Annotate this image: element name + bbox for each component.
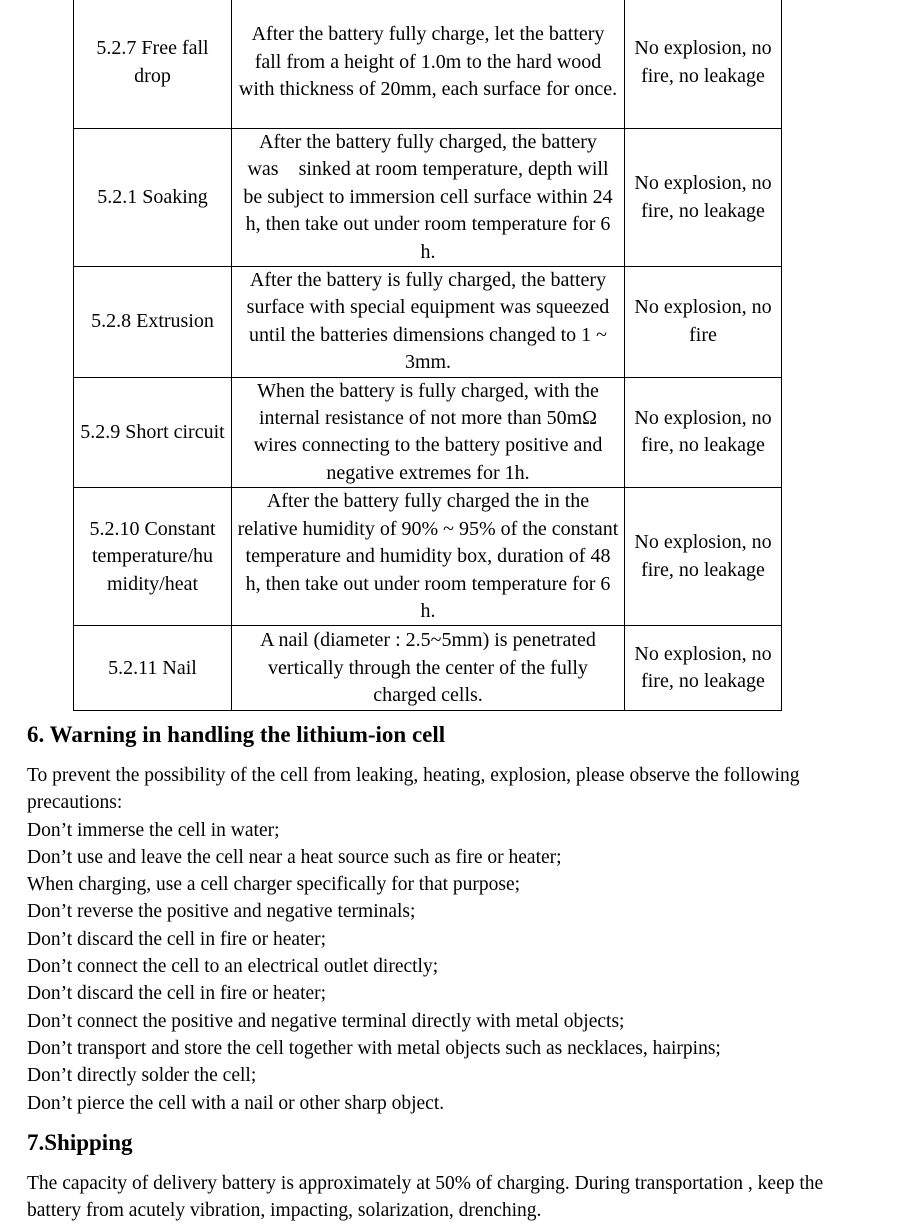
- test-item-cell: 5.2.1 Soaking: [74, 129, 232, 267]
- warning-item: When charging, use a cell charger specifically for that purpose;: [27, 874, 521, 896]
- table-row: [74, 267, 782, 378]
- warning-item: Don’t transport and store the cell together with metal objects such as necklaces, hairpins;: [27, 1037, 721, 1059]
- test-item-cell: 5.2.10 Constant temperature/hu midity/heat: [74, 488, 232, 626]
- test-method-cell: After the battery fully charged the in the relative humidity of 90% ~ 95% of the constant temperature and humidity box, duration of 48 h, then take out under room temperature for 6 h.: [232, 488, 625, 626]
- table-row: [74, 488, 782, 626]
- warning-item: Don’t directly solder the cell;: [27, 1065, 257, 1087]
- test-method-cell: A nail (diameter : 2.5~5mm) is penetrated vertically through the center of the fully charged cells.: [232, 626, 625, 711]
- warning-intro: To prevent the possibility of the cell from leaking, heating, explosion, please observe the following precautions:: [27, 765, 800, 814]
- test-standard-cell: No explosion, no fire, no leakage: [625, 377, 782, 488]
- test-item-cell: 5.2.7 Free fall drop: [74, 0, 232, 129]
- warning-item: Don’t use and leave the cell near a heat source such as fire or heater;: [27, 846, 562, 868]
- warning-item: Don’t pierce the cell with a nail or other sharp object.: [27, 1092, 445, 1114]
- warning-item: Don’t reverse the positive and negative terminals;: [27, 901, 416, 923]
- table-row: [74, 377, 782, 488]
- warning-item: Don’t connect the positive and negative terminal directly with metal objects;: [27, 1010, 625, 1032]
- test-standard-cell: No explosion, no fire, no leakage: [625, 0, 782, 129]
- shipping-body: [27, 1170, 872, 1225]
- shipping-text: The capacity of delivery battery is approximately at 50% of charging. During transportation , keep the battery from acutely vibration, impacting, solarization, drenching.: [27, 1173, 824, 1222]
- test-method-cell: When the battery is fully charged, with the internal resistance of not more than 50mΩ wires connecting to the battery positive and negative extremes for 1h.: [232, 377, 625, 488]
- test-method-cell: After the battery fully charge, let the battery fall from a height of 1.0m to the hard wood with thickness of 20mm, each surface for once.: [232, 0, 625, 129]
- warning-item: Don’t connect the cell to an electrical outlet directly;: [27, 956, 439, 978]
- test-standard-cell: No explosion, no fire: [625, 267, 782, 378]
- table-row: [74, 129, 782, 267]
- warning-body: [27, 762, 872, 1117]
- warning-item: Don’t discard the cell in fire or heater;: [27, 983, 327, 1005]
- test-method-cell: After the battery fully charged, the battery was sinked at room temperature, depth will be subject to immersion cell surface within 24 h, then take out under room temperature for 6 h.: [232, 129, 625, 267]
- test-item-cell: 5.2.9 Short circuit: [74, 377, 232, 488]
- warning-heading: 6. Warning in handling the lithium-ion cell: [27, 722, 446, 747]
- table-row: [74, 626, 782, 711]
- test-method-cell: After the battery is fully charged, the battery surface with special equipment was squeezed until the batteries dimensions changed to 1 ~ 3mm.: [232, 267, 625, 378]
- test-item-cell: 5.2.11 Nail: [74, 626, 232, 711]
- test-standard-cell: No explosion, no fire, no leakage: [625, 488, 782, 626]
- test-standard-cell: No explosion, no fire, no leakage: [625, 626, 782, 711]
- table-row: [74, 0, 782, 129]
- test-results-table: [73, 0, 782, 711]
- shipping-heading: 7.Shipping: [27, 1130, 133, 1155]
- warning-item: Don’t immerse the cell in water;: [27, 819, 280, 841]
- warning-item: Don’t discard the cell in fire or heater;: [27, 928, 327, 950]
- test-standard-cell: No explosion, no fire, no leakage: [625, 129, 782, 267]
- test-item-cell: 5.2.8 Extrusion: [74, 267, 232, 378]
